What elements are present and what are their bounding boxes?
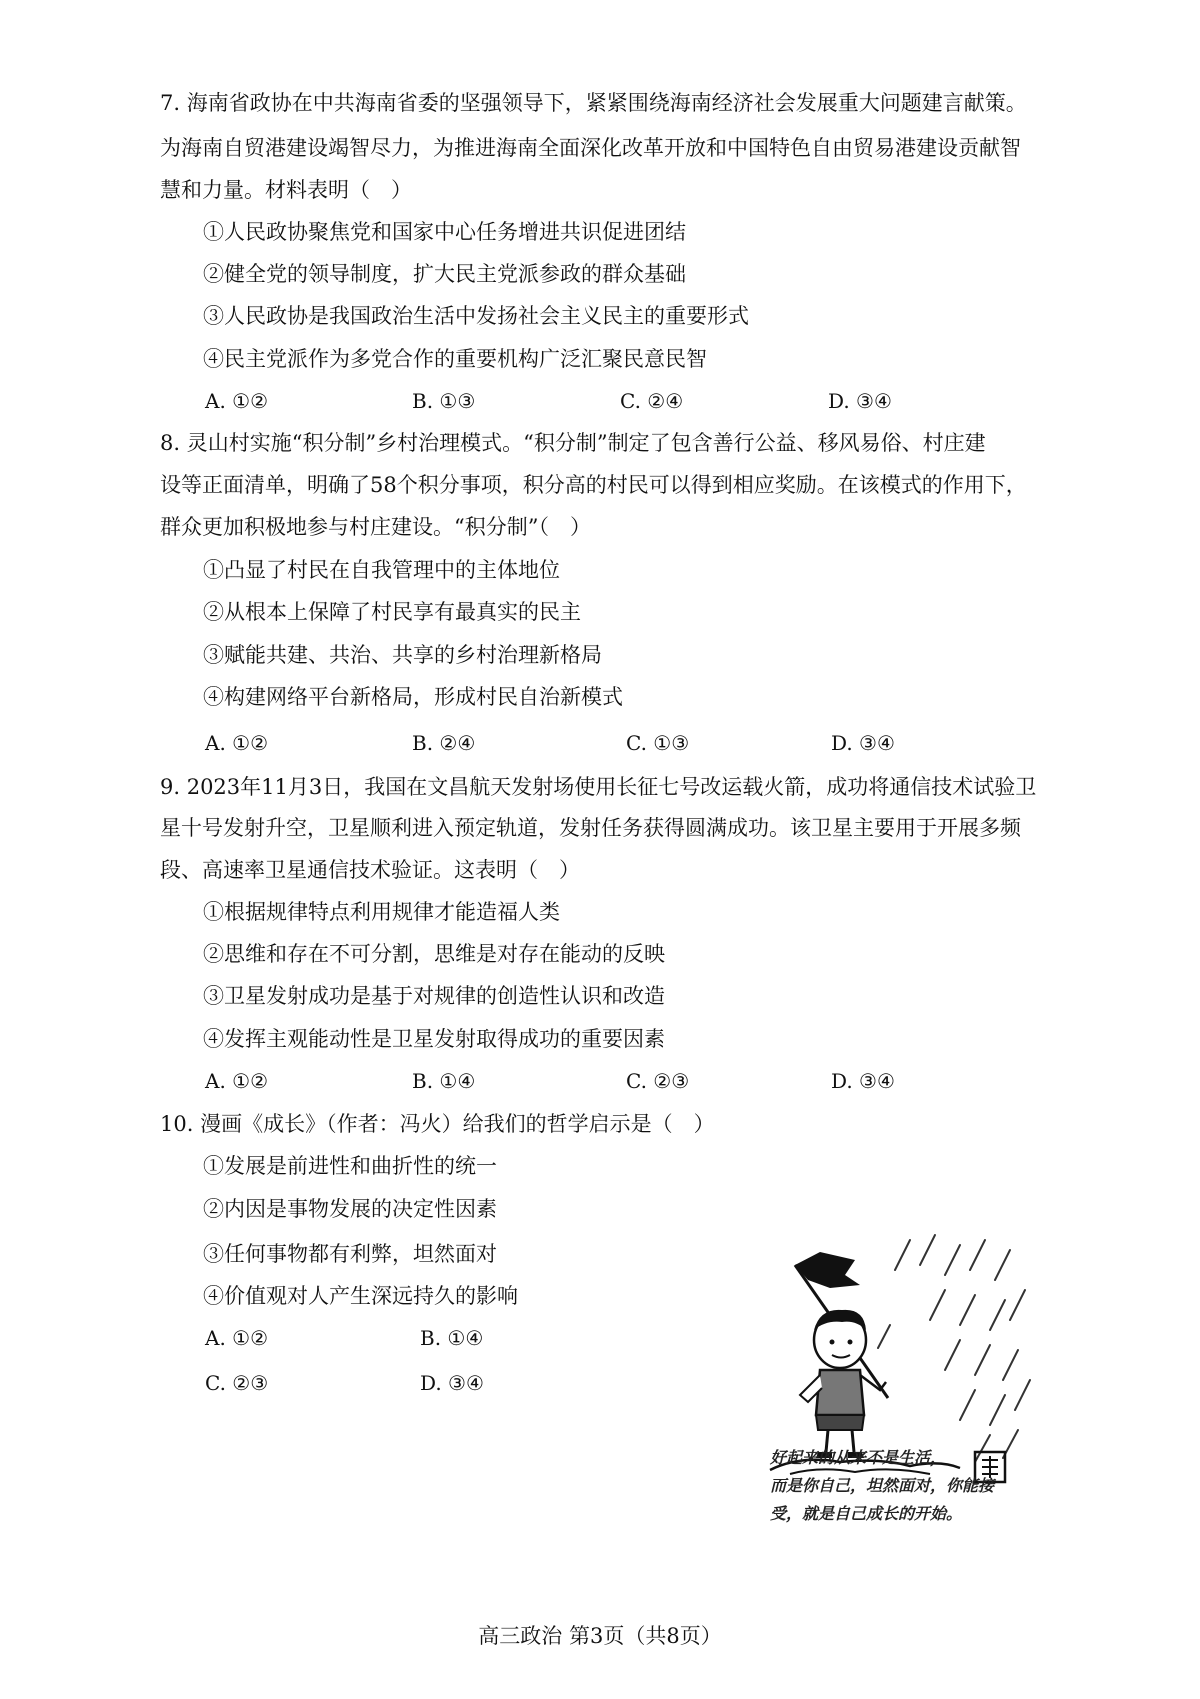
q8-option-1: ①凸显了村民在自我管理中的主体地位	[203, 558, 560, 582]
q7-choice-c: C. ②④	[620, 389, 684, 413]
q9-stem-line-3: 段、高速率卫星通信技术验证。这表明（ ）	[160, 858, 580, 882]
q7-option-2: ②健全党的领导制度，扩大民主党派参政的群众基础	[203, 262, 686, 286]
q8-choice-b: B. ②④	[412, 731, 476, 755]
cartoon-caption-line-2: 而是你自己，坦然面对，你能接	[770, 1476, 995, 1495]
cartoon-caption-line-1: 好起来的从来不是生活，	[770, 1448, 947, 1467]
q8-stem-line-3: 群众更加积极地参与村庄建设。“积分制”（ ）	[160, 515, 591, 539]
q9-option-3: ③卫星发射成功是基于对规律的创造性认识和改造	[203, 984, 665, 1008]
q10-stem: 10. 漫画《成长》（作者：冯火）给我们的哲学启示是（ ）	[160, 1112, 715, 1136]
q9-stem-line-1: 9. 2023年11月3日，我国在文昌航天发射场使用长征七号改运载火箭，成功将通信技术试验卫	[160, 775, 1037, 799]
q7-option-1: ①人民政协聚焦党和国家中心任务增进共识促进团结	[203, 220, 686, 244]
q9-stem-line-2: 星十号发射升空，卫星顺利进入预定轨道，发射任务获得圆满成功。该卫星主要用于开展多频	[160, 816, 1021, 840]
q10-choice-b: B. ①④	[420, 1326, 484, 1350]
q7-stem-line-2: 为海南自贸港建设竭智尽力，为推进海南全面深化改革开放和中国特色自由贸易港建设贡献智	[160, 136, 1021, 160]
q7-choice-d: D. ③④	[828, 389, 892, 413]
cartoon-caption	[770, 1444, 1040, 1528]
flag-icon	[795, 1252, 860, 1288]
q9-choice-b: B. ①④	[412, 1069, 476, 1093]
q7-stem-line-1: 7. 海南省政协在中共海南省委的坚强领导下，紧紧围绕海南经济社会发展重大问题建言献策。	[160, 91, 1027, 115]
q10-choice-d: D. ③④	[420, 1371, 484, 1395]
boy-shirt	[816, 1370, 864, 1415]
q9-option-2: ②思维和存在不可分割，思维是对存在能动的反映	[203, 942, 665, 966]
q9-choice-c: C. ②③	[626, 1069, 690, 1093]
q10-option-1: ①发展是前进性和曲折性的统一	[203, 1154, 497, 1178]
q8-choice-d: D. ③④	[831, 731, 895, 755]
q7-option-3: ③人民政协是我国政治生活中发扬社会主义民主的重要形式	[203, 304, 749, 328]
q10-choice-a: A. ①②	[205, 1326, 269, 1350]
q8-choice-a: A. ①②	[205, 731, 269, 755]
q7-choice-a: A. ①②	[205, 389, 269, 413]
page-footer: 高三政治 第3页（共8页）	[478, 1624, 722, 1648]
q9-choice-a: A. ①②	[205, 1069, 269, 1093]
q8-stem-line-1: 8. 灵山村实施“积分制”乡村治理模式。“积分制”制定了包含善行公益、移风易俗、村庄建	[160, 431, 986, 455]
q8-stem-line-2: 设等正面清单，明确了58个积分事项，积分高的村民可以得到相应奖励。在该模式的作用下，	[160, 473, 1027, 497]
boy-shorts	[816, 1415, 864, 1430]
q8-option-3: ③赋能共建、共治、共享的乡村治理新格局	[203, 643, 602, 667]
q10-option-3: ③任何事物都有利弊，坦然面对	[203, 1242, 497, 1266]
q8-choice-c: C. ①③	[626, 731, 690, 755]
q7-choice-b: B. ①③	[412, 389, 476, 413]
q10-choice-c: C. ②③	[205, 1371, 269, 1395]
q9-option-4: ④发挥主观能动性是卫星发射取得成功的重要因素	[203, 1027, 665, 1051]
q7-stem-line-3: 慧和力量。材料表明（ ）	[160, 178, 412, 202]
cartoon-caption-line-3: 受，就是自己成长的开始。	[770, 1504, 963, 1523]
rain-streaks	[878, 1235, 1030, 1462]
q8-option-2: ②从根本上保障了村民享有最真实的民主	[203, 600, 581, 624]
q10-option-2: ②内因是事物发展的决定性因素	[203, 1197, 497, 1221]
q7-option-4: ④民主党派作为多党合作的重要机构广泛汇聚民意民智	[203, 347, 707, 371]
q10-option-4: ④价值观对人产生深远持久的影响	[203, 1284, 518, 1308]
q8-option-4: ④构建网络平台新格局，形成村民自治新模式	[203, 685, 623, 709]
q9-option-1: ①根据规律特点利用规律才能造福人类	[203, 900, 560, 924]
q9-choice-d: D. ③④	[831, 1069, 895, 1093]
